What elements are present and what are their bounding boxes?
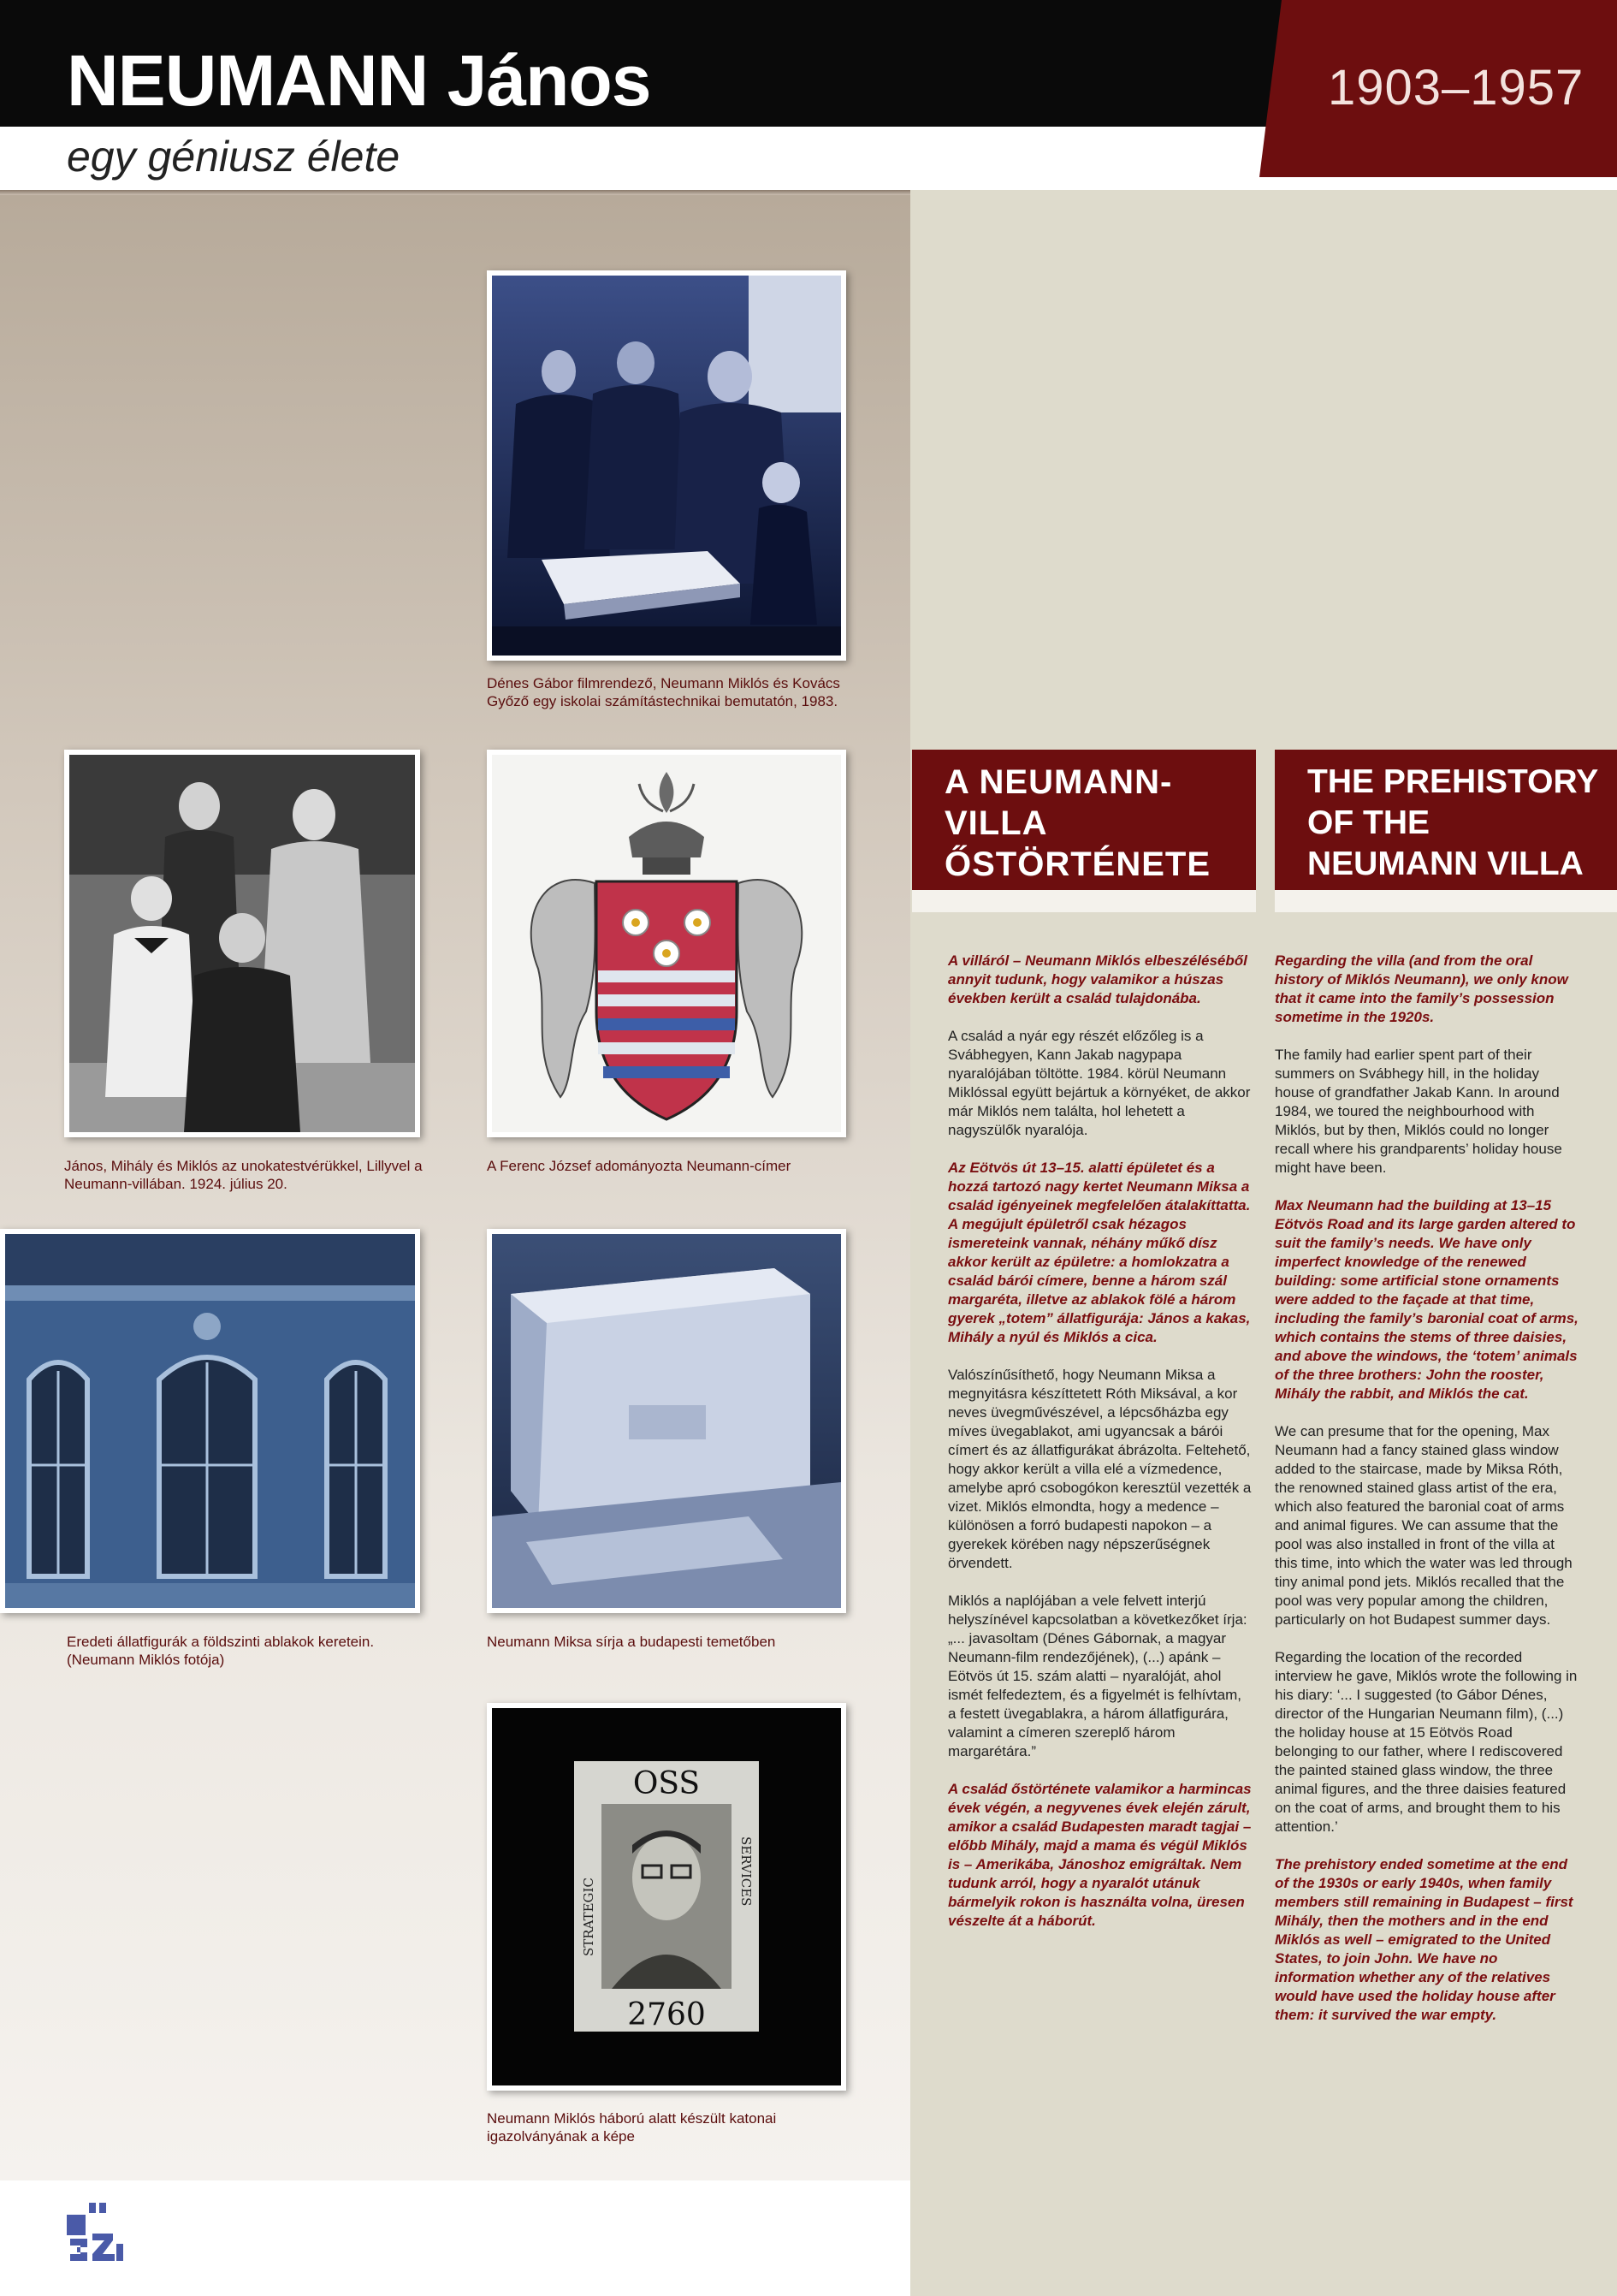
id-card-top-text: OSS	[632, 1766, 701, 1801]
en-paragraph: Regarding the location of the recorded interview he gave, Miklós wrote the following in his diary: ‘... I suggested (to Gábor Dénes, director of the Hungarian Neumann film), (...) the holiday house at 15 Eötvös Road belonging to our father, where I rediscovered the painted stained glass window, the three animal figures, and the three daisies featured on the coat of arms, and brought them to his attention.’	[1275, 1649, 1578, 1835]
photo-coat-of-arms	[487, 750, 846, 1137]
caption-id-card: Neumann Miklós háború alatt készült katonai igazolványának a képe	[487, 2110, 777, 2145]
hu-paragraph: A család őstörténete valamikor a harmincas évek végén, a negyvenes évek elején zárult, amikor a család Budapesten maradt tagjai – előbb Mihály, majd a mama és végül Miklós is – Amerikába, Jánoshoz emigráltak. Nem tudunk arról, hogy a nyaralót utánuk bármelyik rokon is használta volna, üresen vészelte át a háborút.	[948, 1781, 1252, 1929]
photo-grave	[487, 1229, 846, 1613]
caption-grave: Neumann Miksa sírja a budapesti temetőben	[487, 1634, 776, 1650]
text-column-en	[1275, 952, 1579, 2044]
heading-hu-underline	[912, 890, 1256, 912]
en-paragraph: Max Neumann had the building at 13–15 Eötvös Road and its large garden altered to suit the family’s needs. We have only imperfect knowledge of the renewed building: some artificial stone ornaments were added to the façade at that time, including the family’s baronial coat of arms, which contains the stems of three daisies, and above the windows, the ‘totem’ animals of the three brothers: John the rooster, Mihály the rabbit, and Miklós the cat.	[1275, 1197, 1578, 1402]
hu-paragraph: A villáról – Neumann Miklós elbeszéléséből annyit tudunk, hogy valamikor a húszas években került a család tulajdonába.	[948, 952, 1247, 1006]
heading-en	[1275, 750, 1617, 890]
years-label: 1903–1957	[1328, 60, 1584, 116]
heading-en-underline	[1275, 890, 1617, 912]
en-paragraph: We can presume that for the opening, Max Neumann had a fancy stained glass window added to the staircase, made by Miksa Róth, the renowned stained glass artist of the era, which also featured the baronial coat of arms and animal figures. We can assume that the pool was also installed in front of the villa at this time, into which the water was led through tiny animal pond jets. Miklós recalled that the pool was very popular among the children, particularly on hot Budapest summer days.	[1275, 1423, 1573, 1628]
caption-computer-demo: Dénes Gábor filmrendező, Neumann Miklós és Kovács Győző egy iskolai számítástechnikai bemutatón, 1983.	[487, 675, 840, 709]
photo-id-card	[487, 1703, 846, 2091]
en-paragraph: The prehistory ended sometime at the end of the 1930s or early 1940s, when family members still remaining in Budapest – first Mihály, then the mothers and in the end Miklós as well – emigrated to the United States, to join John. We have no information whether any of the relatives would have used the holiday house after them: it survived the war empty.	[1275, 1856, 1573, 2023]
caption-windows: Eredeti állatfigurák a földszinti ablakok keretein. (Neumann Miklós fotója)	[67, 1634, 375, 1668]
heading-hu	[912, 750, 1256, 890]
heading-en-line2: OF THE	[1307, 804, 1430, 841]
hu-paragraph: Az Eötvös út 13–15. alatti épületet és a hozzá tartozó nagy kertet Neumann Miksa a család igényeinek megfelelően átalakíttatta. A megújult épületről csak hézagos ismereteink vannak, néhány műkő dísz akkor került az épületre: a homlokzatra a család bárói címere, benne a három szál margaréta, illetve az ablakok fölé a három gyerek „totem” állatfigurája: János a kakas, Mihály a nyúl és Miklós a cica.	[948, 1160, 1251, 1345]
photo-computer-demo	[487, 270, 846, 661]
photo-windows	[0, 1229, 420, 1613]
heading-en-line1: THE PREHISTORY	[1307, 763, 1599, 800]
hu-paragraph: Miklós a naplójában a vele felvett interjú helyszínével kapcsolatban a következőket írja: „... javasoltam (Dénes Gábornak, a magyar Neumann-film rendezőjének), (...) apánk – Eötvös út 15. szám alatti – nyaralóját, ahol ismét felfedeztem, és a figyelmét is felhívtam, a festett üvegablakra, a három állatfigurára, valamint a címeren szereplő három margarétára.”	[948, 1593, 1247, 1759]
heading-hu-line1: A NEUMANN-	[945, 763, 1173, 801]
id-card-right-text: SERVICES	[738, 1836, 754, 1907]
id-card-number: 2760	[627, 1997, 706, 2032]
page-title: NEUMANN János	[67, 40, 651, 121]
caption-family: János, Mihály és Miklós az unokatestvérükkel, Lillyvel a Neumann-villában. 1924. július 20.	[64, 1158, 423, 1192]
id-card-left-text: STRATEGIC	[581, 1878, 596, 1956]
photo-family	[64, 750, 420, 1137]
hu-paragraph: Valószínűsíthető, hogy Neumann Miksa a megnyitásra készíttetett Róth Miksával, a kor neves üvegművészével, a lépcsőházba egy míves üvegablakot, ami ugyancsak a bárói címert és az állatfigurákat ábrázolta. Feltehető, hogy akkor került a villa elé a vízmedence, amelybe apró csobogókon keresztül vezették a vizet. Miklós elmondta, hogy a medence – különösen a forró budapesti napokon – a gyerekek körében nagy népszerűségnek örvendett.	[948, 1367, 1252, 1571]
page-subtitle: egy géniusz élete	[67, 133, 400, 181]
institution-logo-icon	[65, 2199, 130, 2269]
heading-hu-line3: ŐSTÖRTÉNETE	[945, 845, 1211, 883]
caption-coat-of-arms: A Ferenc József adományozta Neumann-címer	[487, 1158, 791, 1174]
heading-en-line3: NEUMANN VILLA	[1307, 845, 1584, 882]
heading-hu-line2: VILLA	[945, 804, 1048, 842]
en-paragraph: The family had earlier spent part of their summers on Svábhegy hill, in the holiday house of grandfather Jakab Kann. In around 1984, we toured the neighbourhood with Miklós, but by then, Miklós could no longer recall where his grandparents’ holiday house might have been.	[1275, 1047, 1562, 1176]
en-paragraph: Regarding the villa (and from the oral history of Miklós Neumann), we only know that it came into the family’s possession sometime in the 1920s.	[1275, 952, 1568, 1025]
hu-paragraph: A család a nyár egy részét előzőleg is a Svábhegyen, Kann Jakab nagypapa nyaralójában töltötte. 1984. körül Neumann Miklóssal együtt bejártuk a környéket, de akkor már Miklós nem találta, hol lehetett a nagyszülők nyaralója.	[948, 1028, 1251, 1138]
text-column-hu	[948, 952, 1253, 1949]
